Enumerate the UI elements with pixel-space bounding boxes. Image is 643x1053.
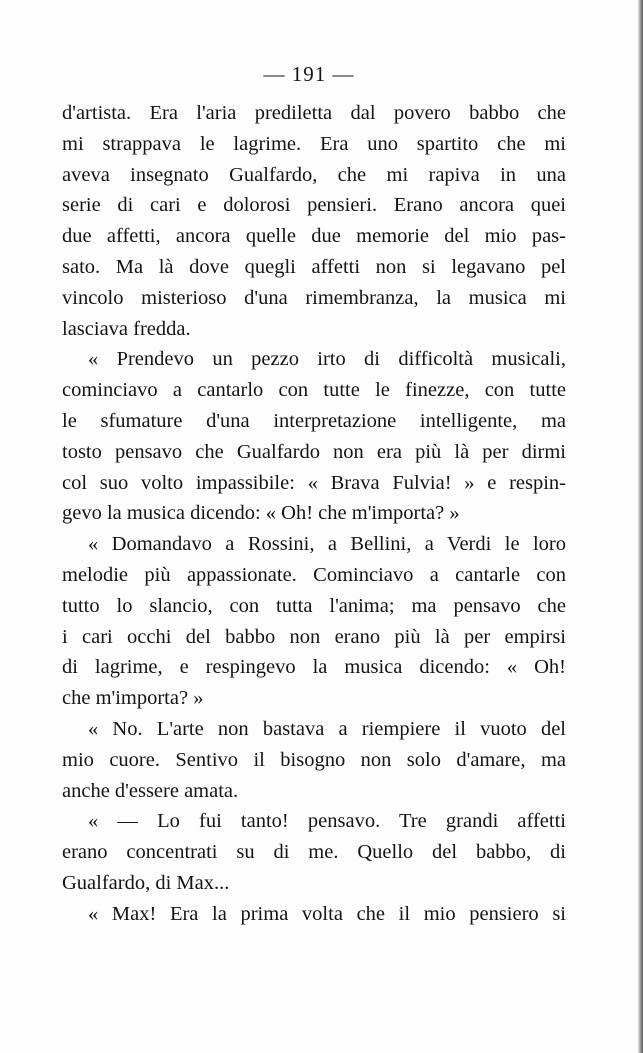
text-line: lasciava fredda. [62, 317, 191, 340]
text-line: tosto pensavo che Gualfardo non era più là per dirmi [62, 440, 566, 463]
text-line: aveva insegnato Gualfardo, che mi rapiva in una [62, 163, 566, 186]
text-line: cominciavo a cantarlo con tutte le finezze, con tutte [62, 379, 566, 402]
text-line: « Max! Era la prima volta che il mio pensiero si [88, 902, 566, 925]
text-line: due affetti, ancora quelle due memorie del mio pas- [62, 225, 566, 248]
text-line: melodie più appassionate. Cominciavo a cantarle con [62, 563, 566, 586]
text-line: d'artista. Era l'aria prediletta dal povero babbo che [62, 102, 566, 124]
text-line: anche d'essere amata. [62, 779, 239, 802]
text-line: erano concentrati su di me. Quello del babbo, di [62, 841, 566, 864]
text-line: vincolo misterioso d'una rimembranza, la musica mi [62, 286, 566, 309]
text-line: Gualfardo, di Max... [62, 871, 230, 894]
text-line: « Prendevo un pezzo irto di difficoltà musicali, [88, 348, 566, 371]
text-line: col suo volto impassibile: « Brava Fulvia! » e respin- [62, 471, 566, 494]
text-line: mio cuore. Sentivo il bisogno non solo d'amare, ma [62, 748, 566, 771]
text-line: « — Lo fui tanto! pensavo. Tre grandi affetti [88, 810, 566, 833]
text-line: mi strappava le lagrime. Era uno spartito che mi [62, 132, 566, 155]
text-line: gevo la musica dicendo: « Oh! che m'importa? » [62, 502, 460, 525]
text-line: i cari occhi del babbo non erano più là per empirsi [62, 625, 566, 648]
text-line: « Domandavo a Rossini, a Bellini, a Verdi le loro [88, 533, 566, 556]
text-line: che m'importa? » [62, 687, 204, 710]
page-edge-shadow [638, 0, 643, 1053]
text-line: tutto lo slancio, con tutta l'anima; ma pensavo che [62, 594, 566, 617]
text-line: le sfumature d'una interpretazione intelligente, ma [62, 409, 566, 432]
text-line: di lagrime, e respingevo la musica dicendo: « Oh! [62, 656, 566, 679]
text-line: serie di cari e dolorosi pensieri. Erano ancora quei [62, 194, 566, 217]
body-text [62, 98, 566, 930]
text-line: sato. Ma là dove quegli affetti non si legavano pel [62, 255, 566, 278]
text-line: « No. L'arte non bastava a riempiere il vuoto del [88, 717, 566, 740]
page-number: — 191 — [263, 62, 355, 86]
